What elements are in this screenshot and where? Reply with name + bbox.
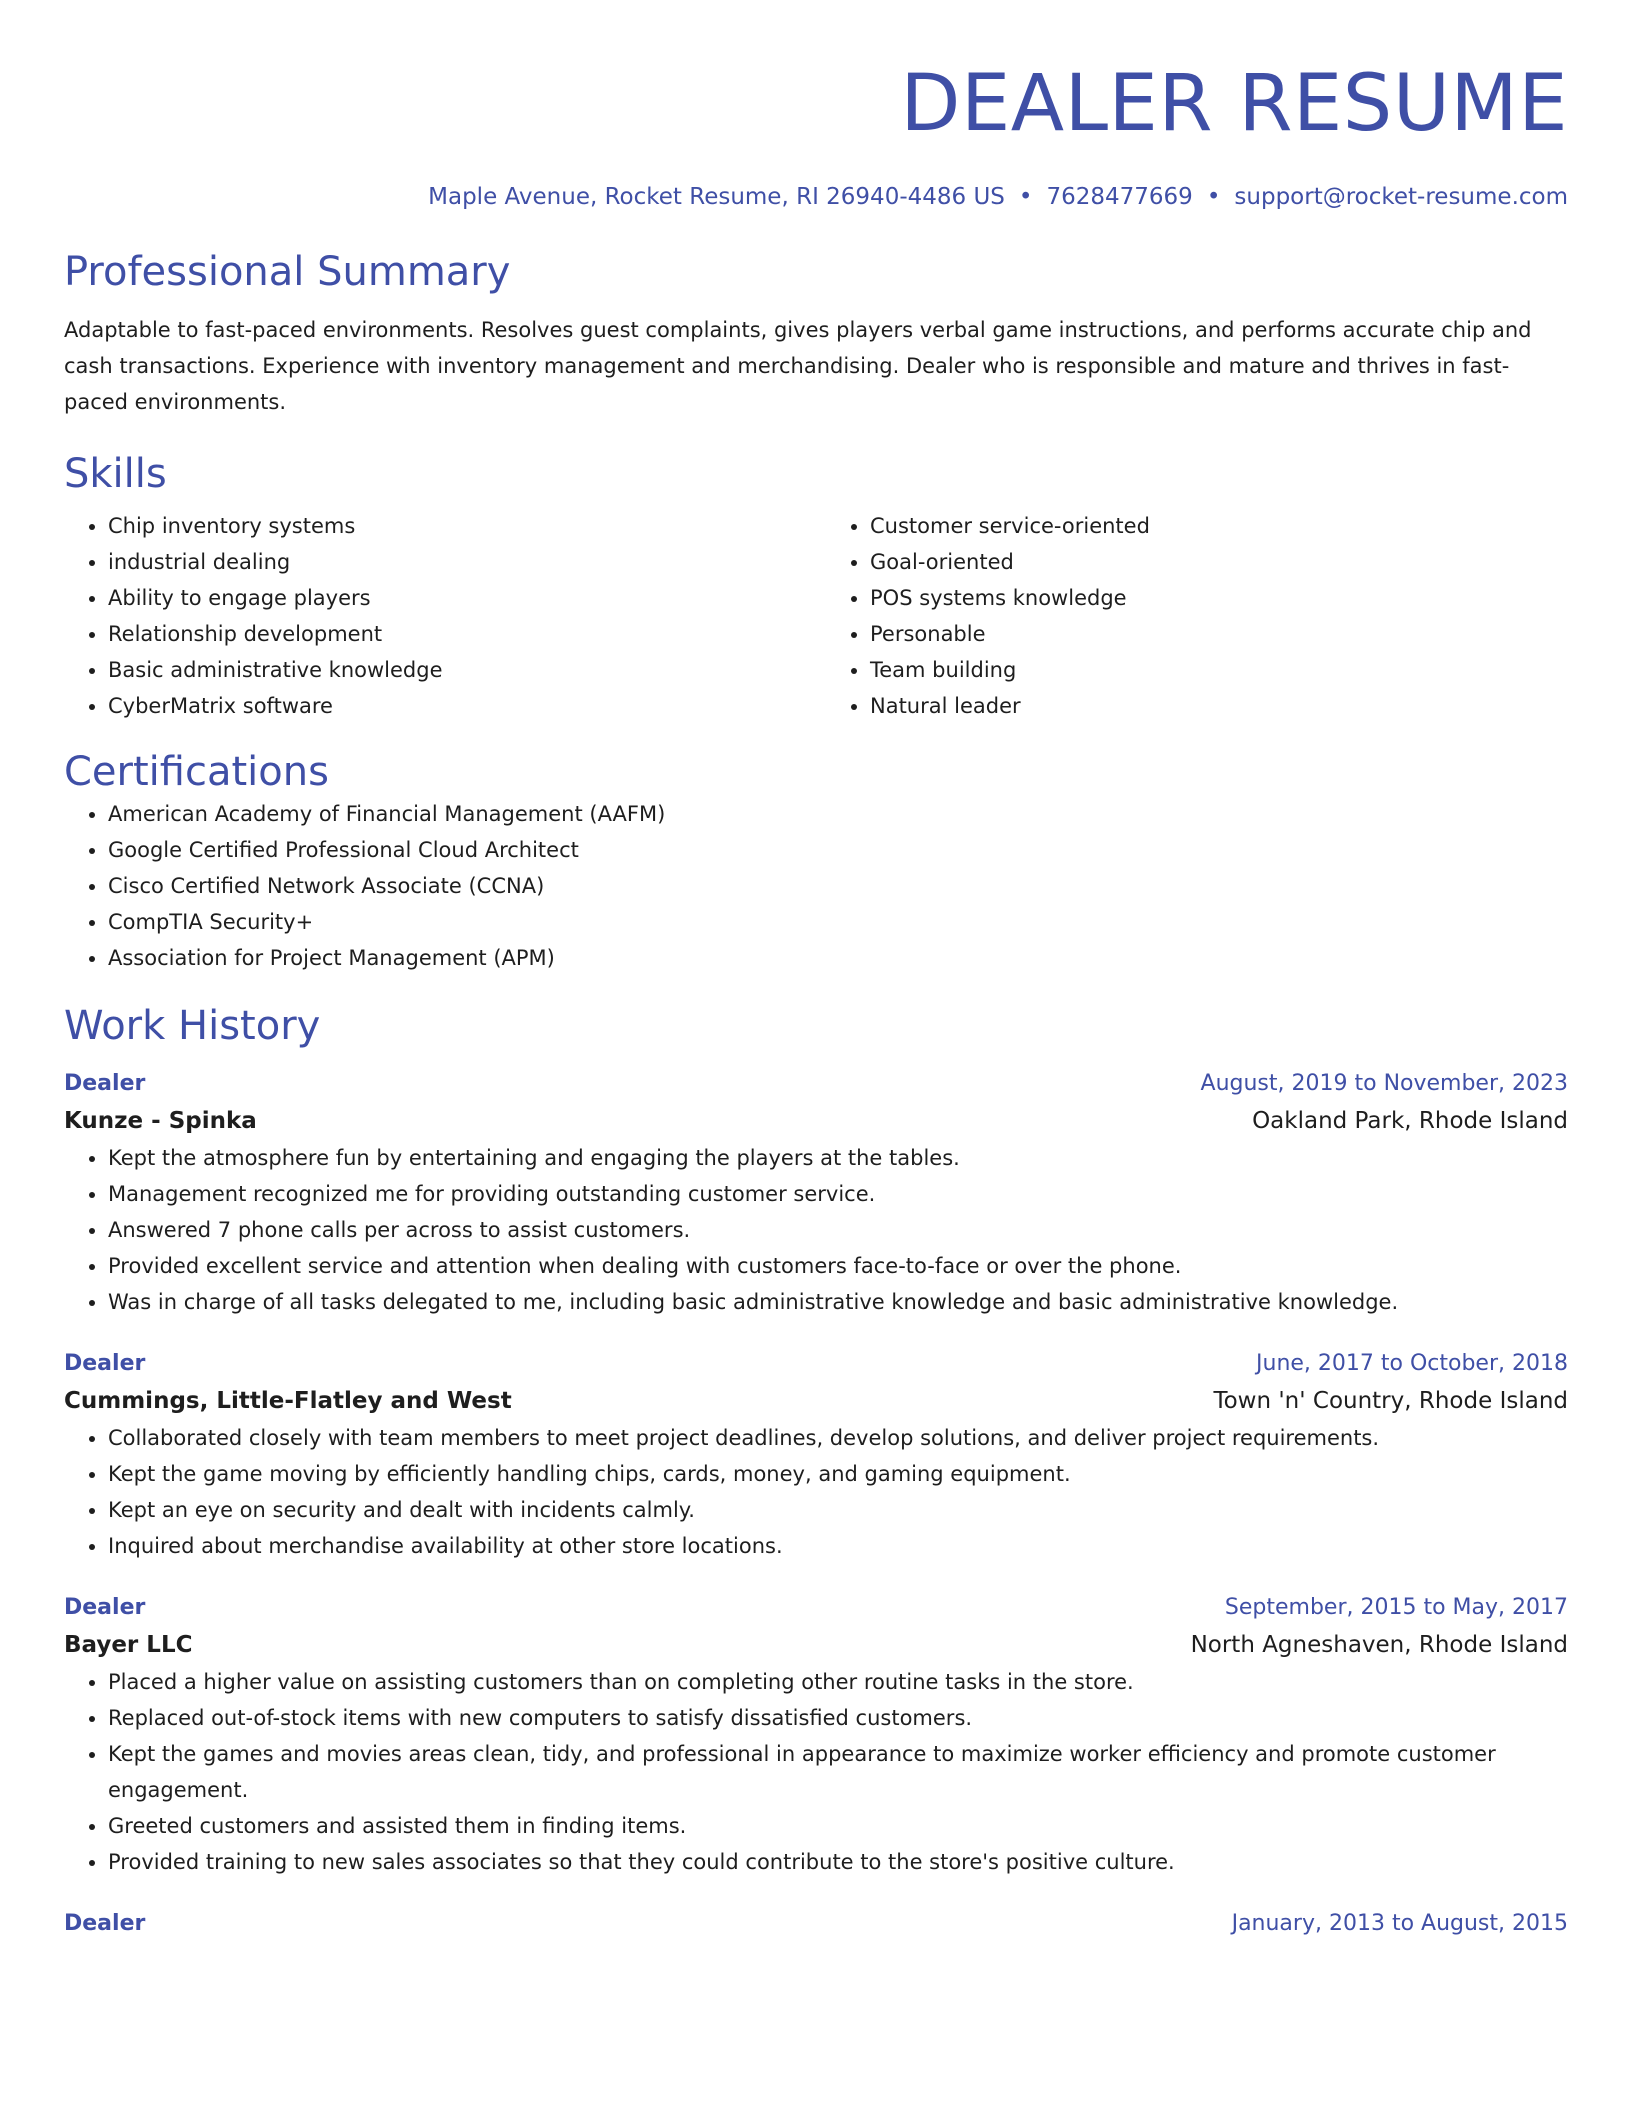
job-company: Cummings, Little-Flatley and West (64, 1388, 512, 1414)
job-company-row (64, 1626, 1568, 1664)
certifications-heading: Certifications (64, 749, 329, 795)
job-entry (64, 1066, 1568, 1320)
certification-item: • Google Certified Professional Cloud Architect (108, 832, 1568, 868)
job-company: Kunze - Spinka (64, 1108, 257, 1134)
job-header-row (64, 1906, 1568, 1942)
job-bullet: • Provided training to new sales associates so that they could contribute to the store's positive culture. (108, 1844, 1568, 1880)
certifications-list (64, 796, 1568, 976)
job-dates: August, 2019 to November, 2023 (1200, 1071, 1568, 1096)
job-bullets (64, 1420, 1568, 1564)
contact-address: Maple Avenue, Rocket Resume, RI 26940-4486 US (428, 184, 1005, 210)
job-entry (64, 1906, 1568, 1942)
skill-item: • Chip inventory systems (108, 508, 806, 544)
contact-email[interactable]: support@rocket-resume.com (1234, 184, 1568, 210)
skills-list-right (826, 508, 1568, 724)
skills-heading: Skills (64, 451, 167, 497)
skill-item: • Customer service-oriented (870, 508, 1568, 544)
skills-list-left (64, 508, 806, 724)
skill-item: • Goal-oriented (870, 544, 1568, 580)
work-history-heading: Work History (64, 1003, 321, 1049)
skill-item: • Ability to engage players (108, 580, 806, 616)
skill-item: • Basic administrative knowledge (108, 652, 806, 688)
job-bullet: • Kept the games and movies areas clean, tidy, and professional in appearance to maximize worker efficiency and promote customer engagement. (108, 1736, 1568, 1808)
job-entry (64, 1590, 1568, 1880)
job-title: Dealer (64, 1595, 146, 1620)
job-company-row (64, 1382, 1568, 1420)
skill-item: • Team building (870, 652, 1568, 688)
job-header-row (64, 1590, 1568, 1626)
skill-item: • Natural leader (870, 688, 1568, 724)
job-location: Oakland Park, Rhode Island (1252, 1108, 1568, 1134)
skill-item: • Personable (870, 616, 1568, 652)
job-entry (64, 1346, 1568, 1564)
certification-item: • CompTIA Security+ (108, 904, 1568, 940)
job-header-row (64, 1346, 1568, 1382)
job-bullet: • Answered 7 phone calls per across to assist customers. (108, 1212, 1568, 1248)
job-bullet: • Greeted customers and assisted them in finding items. (108, 1808, 1568, 1844)
job-dates: January, 2013 to August, 2015 (1231, 1911, 1568, 1936)
certification-item: • Cisco Certified Network Associate (CCNA) (108, 868, 1568, 904)
job-bullet: • Inquired about merchandise availability at other store locations. (108, 1528, 1568, 1564)
certification-item: • American Academy of Financial Management (AAFM) (108, 796, 1568, 832)
job-bullet: • Was in charge of all tasks delegated to me, including basic administrative knowledge and basic administrative knowledge. (108, 1284, 1568, 1320)
job-bullet: • Kept an eye on security and dealt with incidents calmly. (108, 1492, 1568, 1528)
certification-item: • Association for Project Management (APM) (108, 940, 1568, 976)
job-dates: September, 2015 to May, 2017 (1224, 1595, 1568, 1620)
job-bullet: • Management recognized me for providing outstanding customer service. (108, 1176, 1568, 1212)
skills-grid (64, 508, 1568, 724)
job-bullet: • Collaborated closely with team members to meet project deadlines, develop solutions, and deliver project requirements. (108, 1420, 1568, 1456)
job-company-row (64, 1102, 1568, 1140)
job-bullet: • Replaced out-of-stock items with new computers to satisfy dissatisfied customers. (108, 1700, 1568, 1736)
resume-page (64, 0, 1568, 1942)
job-bullet: • Placed a higher value on assisting customers than on completing other routine tasks in the store. (108, 1664, 1568, 1700)
job-bullet: • Provided excellent service and attention when dealing with customers face-to-face or over the phone. (108, 1248, 1568, 1284)
job-title: Dealer (64, 1351, 146, 1376)
skill-item: • industrial dealing (108, 544, 806, 580)
contact-separator: • (1206, 184, 1221, 210)
summary-heading: Professional Summary (64, 249, 511, 295)
job-company: Bayer LLC (64, 1632, 193, 1658)
job-title: Dealer (64, 1071, 146, 1096)
contact-line (64, 182, 1568, 212)
skill-item: • Relationship development (108, 616, 806, 652)
job-location: Town 'n' Country, Rhode Island (1213, 1388, 1568, 1414)
job-bullets (64, 1664, 1568, 1880)
summary-text: Adaptable to fast-paced environments. Resolves guest complaints, gives players verbal game instructions, and performs accurate chip and cash transactions. Experience with inventory management and merchandising. Dealer who is responsible and mature and thrives in fast-paced environments. (64, 318, 1532, 414)
job-bullets (64, 1140, 1568, 1320)
contact-separator: • (1018, 184, 1033, 210)
job-title: Dealer (64, 1911, 146, 1936)
skill-item: • CyberMatrix software (108, 688, 806, 724)
job-location: North Agneshaven, Rhode Island (1190, 1632, 1568, 1658)
job-dates: June, 2017 to October, 2018 (1256, 1351, 1568, 1376)
job-header-row (64, 1066, 1568, 1102)
job-bullet: • Kept the game moving by efficiently handling chips, cards, money, and gaming equipment. (108, 1456, 1568, 1492)
resume-title: DEALER RESUME (900, 59, 1568, 149)
contact-phone: 7628477669 (1046, 184, 1193, 210)
job-bullet: • Kept the atmosphere fun by entertaining and engaging the players at the tables. (108, 1140, 1568, 1176)
skill-item: • POS systems knowledge (870, 580, 1568, 616)
